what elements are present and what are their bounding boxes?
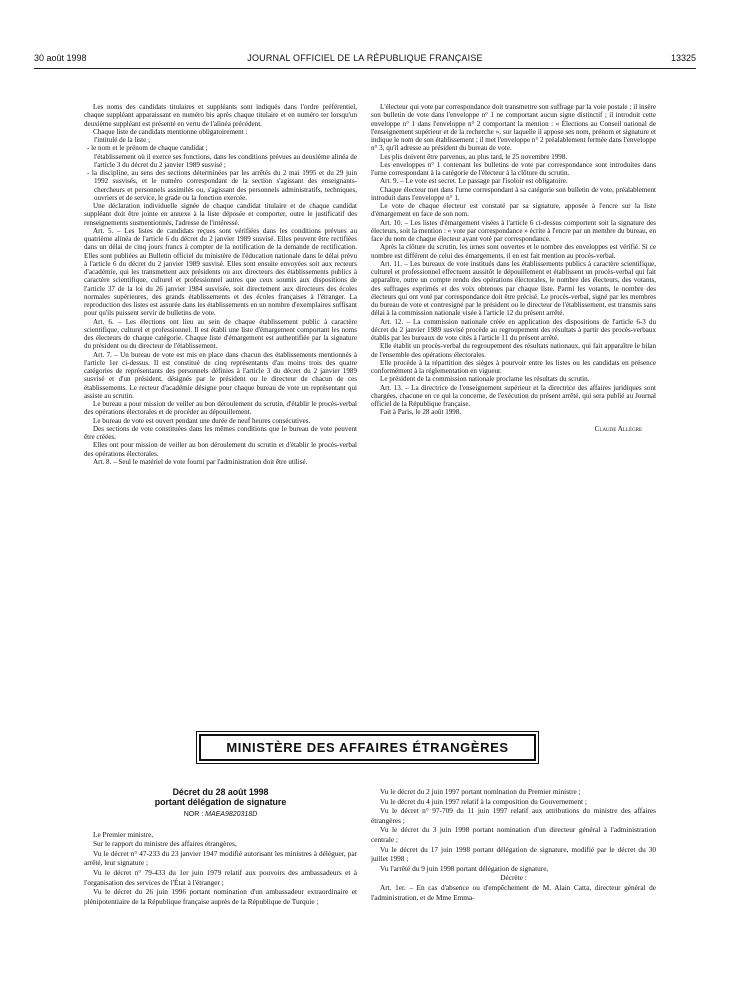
paragraph: Vu le décret du 17 juin 1998 portant délégation de signature, modifié par le décret du 30 juillet 1998 ; [371, 844, 656, 864]
paragraph: Elle établit un procès-verbal du regroupement des résultats nationaux, qui fait apparaître le bilan de l'ensemble des opérations électorales. [371, 342, 656, 359]
paragraph: Vu le décret n° 79-433 du 1er juin 1979 relatif aux pouvoirs des ambassadeurs et à l'organisation des services de l'État à l'étranger ; [84, 867, 357, 887]
paragraph: Le président de la commission nationale proclame les résultats du scrutin. [380, 375, 590, 384]
paragraph: Vu le décret n° 47-233 du 23 janvier 1947 modifié autorisant les ministres à déléguer, par arrêté, leur signature ; [84, 848, 357, 868]
article-9: Art. 9. – Le vote est secret. Le passage par l'isoloir est obligatoire. [380, 177, 568, 186]
right-column [371, 103, 656, 433]
list-item: l'établissement où il exerce ses fonctions, dans les conditions prévues au deuxième alinéa de l'article 3 du décret du 2 janvier 1989 susvisé ; [94, 152, 357, 169]
article-7: Art. 7. – Un bureau de vote est mis en place dans chacun des établissements mentionnés à l'article 1er ci-dessus. Il est constitué de cinq représentants d'au moins trois des quatre catégories de représentants des personnels définies à l'article 3 du décret du 2 janvier 1989 susvisé et d'un président, désignés par le président ou le directeur de chacun de ces établissements. Le recteur d'académie désigne pour chaque bureau de vote un représentant qui assiste au scrutin. [84, 350, 357, 400]
paragraph: L'électeur qui vote par correspondance doit transmettre son suffrage par la voie postale ; il insère son bulletin de vote dans l'enveloppe n° 1 ne comportant aucun signe distinctif ; il introduit cette enveloppe n° 1 dans l'enveloppe n° 2 comportant la mention : « Élections au Conseil national de l'enseignement supérieur et de la recherche », sur laquelle il appose ses nom, prénom et signature et indique le nom de son établissement ; il met l'enveloppe n° 2 préalablement fermée dans l'enveloppe n° 3, qu'il adresse au président du bureau de vote. [371, 103, 656, 153]
nor-reference [84, 810, 357, 820]
paragraph: Vu le décret du 3 juin 1998 portant nomination d'un directeur général à l'administration centrale ; [371, 825, 656, 844]
paragraph: Chaque liste de candidats mentionne obligatoirement : [93, 127, 248, 136]
paragraph: Elle procède à la répartition des sièges à pourvoir entre les listes ou les candidats en présence conformément à la réglementation en vigueur. [371, 358, 656, 375]
paragraph: Le bureau de vote est ouvert pendant une durée de neuf heures consécutives. [93, 416, 311, 425]
article-8: Art. 8. – Seul le matériel de vote fourni par l'administration doit être utilisé. [93, 457, 308, 466]
paragraph: Après la clôture du scrutin, les urnes sont ouvertes et le nombre des enveloppes est vérifié. Si ce nombre est différent de celui des émargements, il en est fait mention au procès-verbal. [371, 243, 656, 260]
paragraph: Une déclaration individuelle signée de chaque candidat titulaire et de chaque candidat suppléant doit être jointe en annexe à la liste déposée et comporter, outre le justificatif des renseignements susmentionnés, l'adresse de l'intéressé. [84, 202, 357, 227]
paragraph: Le vote de chaque électeur est constaté par sa signature, apposée à l'encre sur la liste d'émargement en face de son nom. [371, 202, 656, 219]
nor-value: MAEA9820318D [205, 811, 258, 818]
paragraph: Des sections de vote constituées dans les mêmes conditions que le bureau de vote peuvent être créées. [84, 424, 357, 441]
paragraph: Chaque électeur met dans l'urne correspondant à sa catégorie son bulletin de vote, préalablement introduit dans l'enveloppe n° 1. [371, 185, 656, 202]
header-rule [34, 68, 696, 69]
paragraph: Les noms des candidats titulaires et suppléants sont indiqués dans l'ordre préférentiel, chaque suppléant apparaissant en numéro bis après chaque titulaire et en numéro ter lorsqu'un deuxième suppléant est présenté en vertu de l'alinéa précédent. [84, 103, 357, 128]
list-item: l'intitulé de la liste ; [94, 136, 151, 144]
decree-right-column [371, 787, 656, 902]
ministry-heading: MINISTÈRE DES AFFAIRES ÉTRANGÈRES [199, 734, 536, 761]
paragraph: Sur le rapport du ministre des affaires étrangères, [93, 839, 237, 849]
nor-label: NOR : [183, 811, 204, 818]
article-1: Art. 1er. – En cas d'absence ou d'empêchement de M. Alain Catta, directeur général de l'administration, et de Mme Emma- [371, 882, 656, 902]
decrete-line: Décrète : [500, 873, 527, 883]
paragraph: Vu le décret du 2 juin 1997 portant nomination du Premier ministre ; [380, 787, 581, 796]
article-12: Art. 12. – La commission nationale créée en application des dispositions de l'article 6-3 du décret du 2 janvier 1989 susvisé procède au regroupement des résultats à partir des procès-verbaux établis par les bureaux de vote cités à l'article 11 du présent arrêté. [371, 317, 656, 342]
article-10: Art. 10. – Les listes d'émargement visées à l'article 6 ci-dessus comportent soit la signature des électeurs, soit la mention : « vote par correspondance » écrite à l'encre par un membre du bureau, en face du nom de chaque électeur ayant voté par correspondance. [371, 218, 656, 243]
header-date: 30 août 1998 [34, 53, 87, 63]
decree-title: Décret du 28 août 1998 [172, 787, 269, 797]
left-column [84, 103, 357, 466]
decree-left-column [84, 787, 357, 906]
paragraph: Le Premier ministre, [93, 829, 154, 839]
paragraph: Le bureau a pour mission de veiller au bon déroulement du scrutin, d'établir le procès-verbal des opérations électorales et de procéder au dépouillement. [84, 400, 357, 417]
article-11: Art. 11. – Les bureaux de vote institués dans les établissements publics à caractère scientifique, culturel et professionnel effectuent aussitôt le dépouillement et établissent un procès-verbal qui fait apparaître, outre un compte rendu des opérations électorales, le nombre des électeurs, des votants, des suffrages exprimés et des voix obtenues par chaque liste. Parmi les votants, le nombre des électeurs qui ont voté par correspondance doit être précisé. Le procès-verbal, signé par les membres du bureau de vote et contresigné par le président ou le directeur de l'établissement, est transmis sans délai à la commission nationale visée à l'article 12 du présent arrêté. [371, 259, 656, 318]
journal-title: JOURNAL OFFICIEL DE LA RÉPUBLIQUE FRANÇAISE [247, 53, 483, 63]
decree-subtitle: portant délégation de signature [154, 797, 287, 807]
paragraph: Les plis doivent être parvenus, au plus tard, le 25 novembre 1998. [380, 152, 568, 161]
paragraph: Vu l'arrêté du 9 juin 1998 portant délégation de signature, [380, 863, 549, 873]
page-number: 13325 [670, 53, 696, 63]
paragraph: Vu le décret du 26 juin 1996 portant nomination d'un ambassadeur extraordinaire et plénipotentiaire de la République française auprès de la République de Turquie ; [84, 887, 357, 906]
paragraph: Elles ont pour mission de veiller au bon déroulement du scrutin et d'établir le procès-verbal des opérations électorales. [84, 441, 357, 458]
paragraph: Vu le décret n° 97-709 du 11 juin 1997 relatif aux attributions du ministre des affaires étrangères ; [371, 806, 656, 825]
list-item: - la discipline, au sens des sections déterminées par les arrêtés du 2 mai 1995 et du 29 juin 1992 susvisés, et le numéro correspondant de la section s'agissant des enseignants-chercheurs et personnels assimilés ou, s'agissant des personnels administratifs, techniques, ouvriers et de service, le grade ou la fonction exercée. [87, 169, 357, 202]
article-6: Art. 6. – Les élections ont lieu au sein de chaque établissement public à caractère scientifique, culturel et professionnel. Il est établi une liste d'émargement comportant les noms des électeurs de chaque catégorie. Chaque liste d'émargement est authentifiée par la signature du président ou du directeur de l'établissement. [84, 317, 357, 351]
article-13: Art. 13. – La directrice de l'enseignement supérieur et la directrice des affaires juridiques sont chargées, chacune en ce qui la concerne, de l'exécution du présent arrêté, qui sera publié au Journal officiel de la République française. [371, 383, 656, 408]
list-item: - le nom et le prénom de chaque candidat ; [87, 144, 208, 153]
article-5: Art. 5. – Les listes de candidats reçues sont vérifiées dans les conditions prévues au quatrième alinéa de l'article 6 du décret du 2 janvier 1989 susvisé. Elles peuvent être rectifiées dans un délai de cinq jours francs à compter de la notification de la demande de rectification. Elles sont publiées au Bulletin officiel du ministère de l'éducation nationale dans le délai prévu à l'article 6 du décret du 2 janvier 1989 susvisé. Elles sont ensuite envoyées soit aux recteurs d'académie, qui les transmettent aux présidents ou aux directeurs des établissements publics à caractère scientifique, culturel et professionnel autres que ceux soumis aux dispositions de l'article 37 de la loi du 26 janvier 1984 susvisée, soit directement aux directeurs des écoles normales supérieures, des grands établissements et des écoles françaises à l'étranger. La reproduction des listes est assurée dans les établissements en un nombre d'exemplaires suffisant pour qu'ils puissent servir de bulletins de vote. [84, 226, 357, 318]
paragraph: Les enveloppes n° 1 contenant les bulletins de vote par correspondance sont introduites dans l'urne correspondant à la catégorie de l'électeur à la clôture du scrutin. [371, 160, 656, 177]
paragraph: Vu le décret du 4 juin 1997 relatif à la composition du Gouvernement ; [380, 796, 587, 806]
date-line: Fait à Paris, le 28 août 1998. [380, 408, 462, 417]
signature: Claude Allègre [594, 424, 642, 433]
page-header [34, 53, 696, 67]
